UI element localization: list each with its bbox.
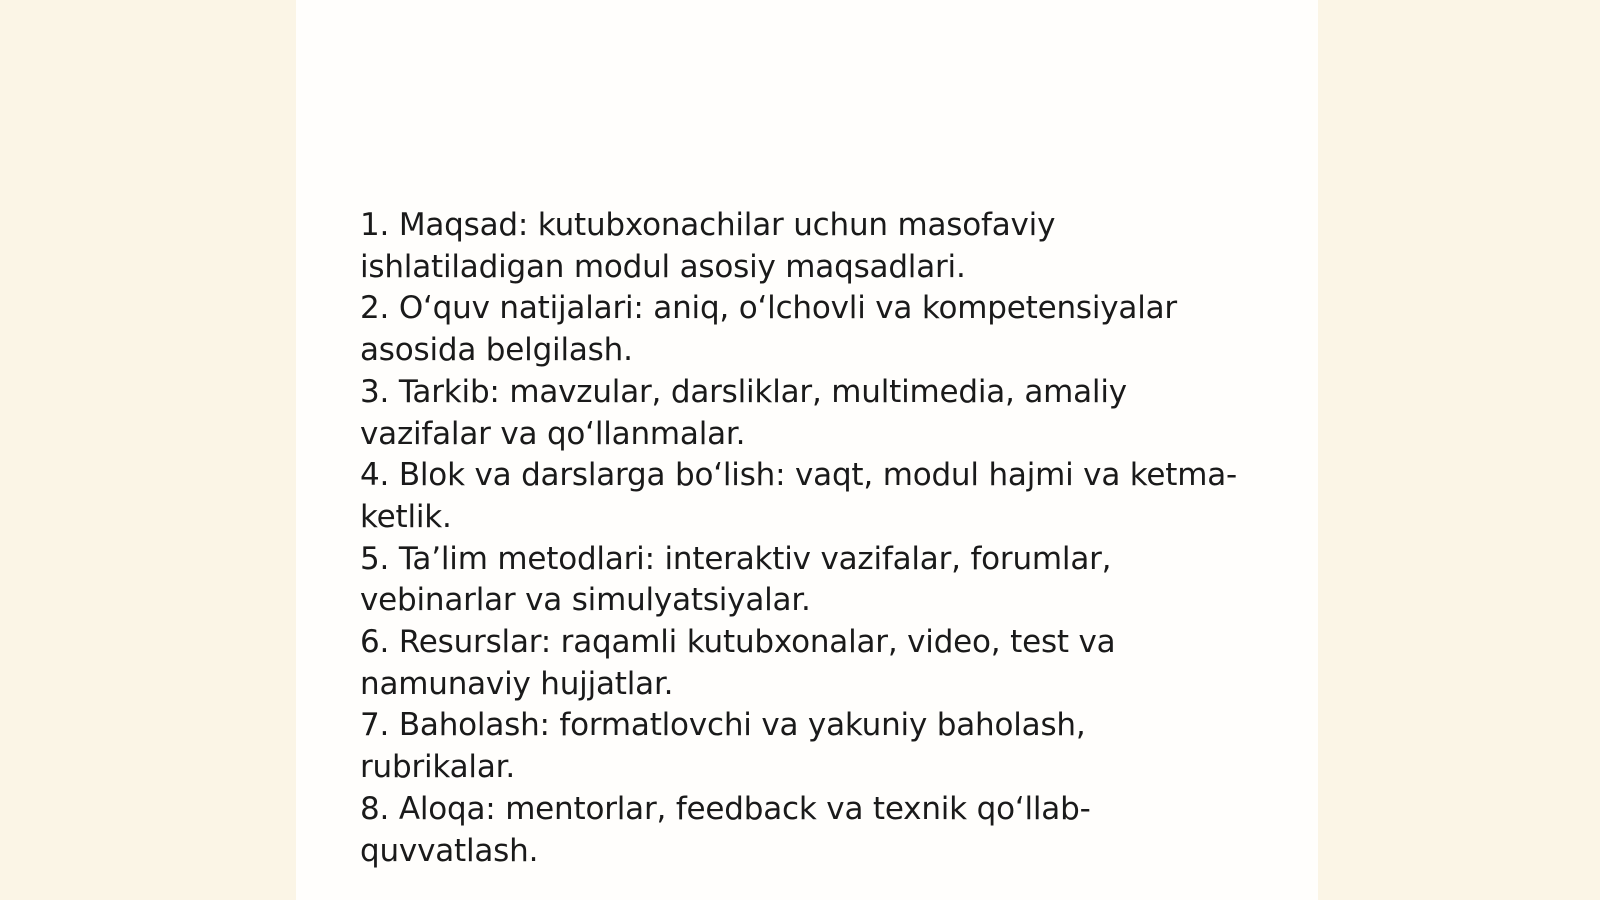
list-item: 2. O‘quv natijalari: aniq, o‘lchovli va kompetensiyalar asosida belgilash. [360,290,1177,369]
list-item: 6. Resurslar: raqamli kutubxonalar, video, test va namunaviy hujjatlar. [360,624,1116,702]
slide [296,0,1318,900]
list-item: 3. Tarkib: mavzular, darsliklar, multimedia, amaliy vazifalar va qo‘llanmalar. [360,373,1127,452]
list-item: 1. Maqsad: kutubxonachilar uchun masofaviy ishlatiladigan modul asosiy maqsadlari. [360,207,1056,285]
slide-content-list [360,205,1240,872]
list-item: 5. Ta’lim metodlari: interaktiv vazifalar, forumlar, vebinarlar va simulyatsiyalar. [360,540,1112,619]
list-item: 7. Baholash: formatlovchi va yakuniy baholash, rubrikalar. [360,707,1086,786]
list-item: 8. Aloqa: mentorlar, feedback va texnik qo‘llab-quvvatlash. [360,790,1091,869]
list-item: 4. Blok va darslarga bo‘lish: vaqt, modul hajmi va ketma-ketlik. [360,457,1238,535]
